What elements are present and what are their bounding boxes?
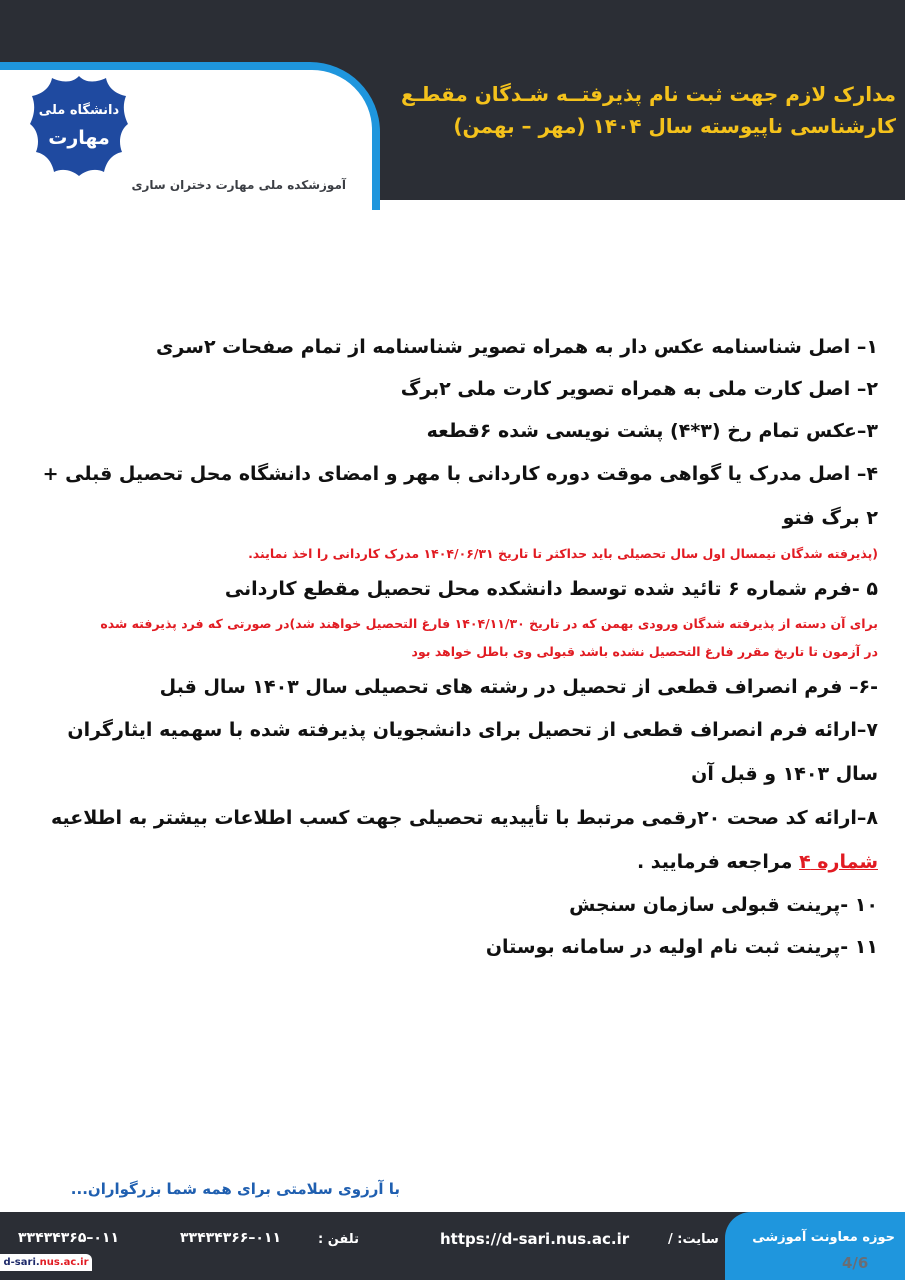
footer-phone-label: تلفن :	[318, 1232, 359, 1247]
list-item-11: ۱۱ -پرینت ثبت نام اولیه در سامانه بوستان	[485, 936, 878, 958]
note-bahman-line-1: برای آن دسته از پذیرفته شدگان ورودی بهمن که در تاریخ ۱۴۰۴/۱۱/۳۰ فارغ التحصیل خواهند شد)در صورتی که فرد پذیرفته شده	[100, 616, 878, 631]
footer-dept-panel	[725, 1212, 905, 1280]
closing-wish: با آرزوی سلامتی برای همه شما بزرگواران...	[70, 1180, 400, 1198]
watermark-part-a: d-sari.	[3, 1257, 40, 1268]
list-item-4: ۴– اصل مدرک یا گواهی موقت دوره کاردانی با مهر و امضای دانشگاه محل تحصیل قبلی + ۲ برگ فتو	[42, 463, 878, 529]
footer-dept-label: حوزه معاونت آموزشی	[752, 1230, 895, 1245]
list-item-1: ۱– اصل شناسنامه عکس دار به همراه تصویر شناسنامه از تمام صفحات ۲سری	[156, 336, 878, 358]
requirements-list	[28, 326, 878, 968]
footer-phone-2: ۰۱۱–۳۳۴۳۴۳۶۵	[18, 1230, 119, 1246]
list-item-7: ۷–ارائه فرم انصراف قطعی از تحصیل برای دانشجویان پذیرفته شده با سهمیه ایثارگران سال ۱۴۰۳ و قبل آن	[67, 719, 878, 785]
logo-text-line2: مهارت	[48, 127, 110, 149]
title-line-1: مدارک لازم جهت ثبت نام پذیرفتــه شـدگان مقطـع	[401, 82, 896, 106]
footer-bar	[0, 1212, 905, 1280]
page-title	[388, 78, 896, 142]
note-bahman-line-2: در آزمون تا تاریخ مقرر فارغ التحصیل نشده باشد قبولی وی باطل خواهد بود	[411, 644, 878, 659]
list-item-5: ۵ -فرم شماره ۶ تائید شده توسط دانشکده محل تحصیل مقطع کاردانی	[224, 578, 878, 600]
list-item-8-text: ۸–ارائه کد صحت ۲۰رقمی مرتبط با تأییدیه تحصیلی جهت کسب اطلاعات بیشتر به اطلاعیه	[50, 807, 878, 829]
list-item-8	[28, 796, 878, 884]
watermark-part-b: nus.ac.ir	[39, 1257, 89, 1268]
university-logo-icon	[28, 72, 130, 180]
list-item-6: -۶– فرم انصراف قطعی از تحصیل در رشته های تحصیلی سال ۱۴۰۳ سال قبل	[159, 676, 878, 698]
list-item-2: ۲– اصل کارت ملی به همراه تصویر کارت ملی ۲برگ	[400, 378, 878, 400]
logo-text-line1: دانشگاه ملی	[38, 103, 120, 118]
list-item-3: ۳–عکس تمام رخ (۳*۴) پشت نویسی شده ۶قطعه	[426, 420, 878, 442]
institution-name: آموزشکده ملی مهارت دختران ساری	[131, 178, 346, 192]
announcement-4-link[interactable]: شماره ۴	[799, 851, 878, 873]
footer-site-label: سایت: /	[668, 1232, 719, 1247]
site-watermark	[0, 1254, 92, 1271]
footer-site-link[interactable]: https://d-sari.nus.ac.ir	[440, 1230, 630, 1248]
list-item-10: ۱۰ -پرینت قبولی سازمان سنجش	[569, 894, 878, 916]
title-line-2: کارشناسی ناپیوسته سال ۱۴۰۴ (مهر – بهمن)	[453, 114, 896, 138]
footer-phone-1: ۰۱۱–۳۳۴۳۴۳۶۶	[180, 1230, 281, 1246]
note-graduation-deadline: (پذیرفته شدگان نیمسال اول سال تحصیلی باید حداکثر تا تاریخ ۱۴۰۴/۰۶/۳۱ مدرک کاردانی را اخذ نمایند.	[248, 546, 878, 561]
page-number: 4/6	[842, 1254, 869, 1272]
list-item-8-end: مراجعه فرمایید .	[636, 851, 800, 873]
